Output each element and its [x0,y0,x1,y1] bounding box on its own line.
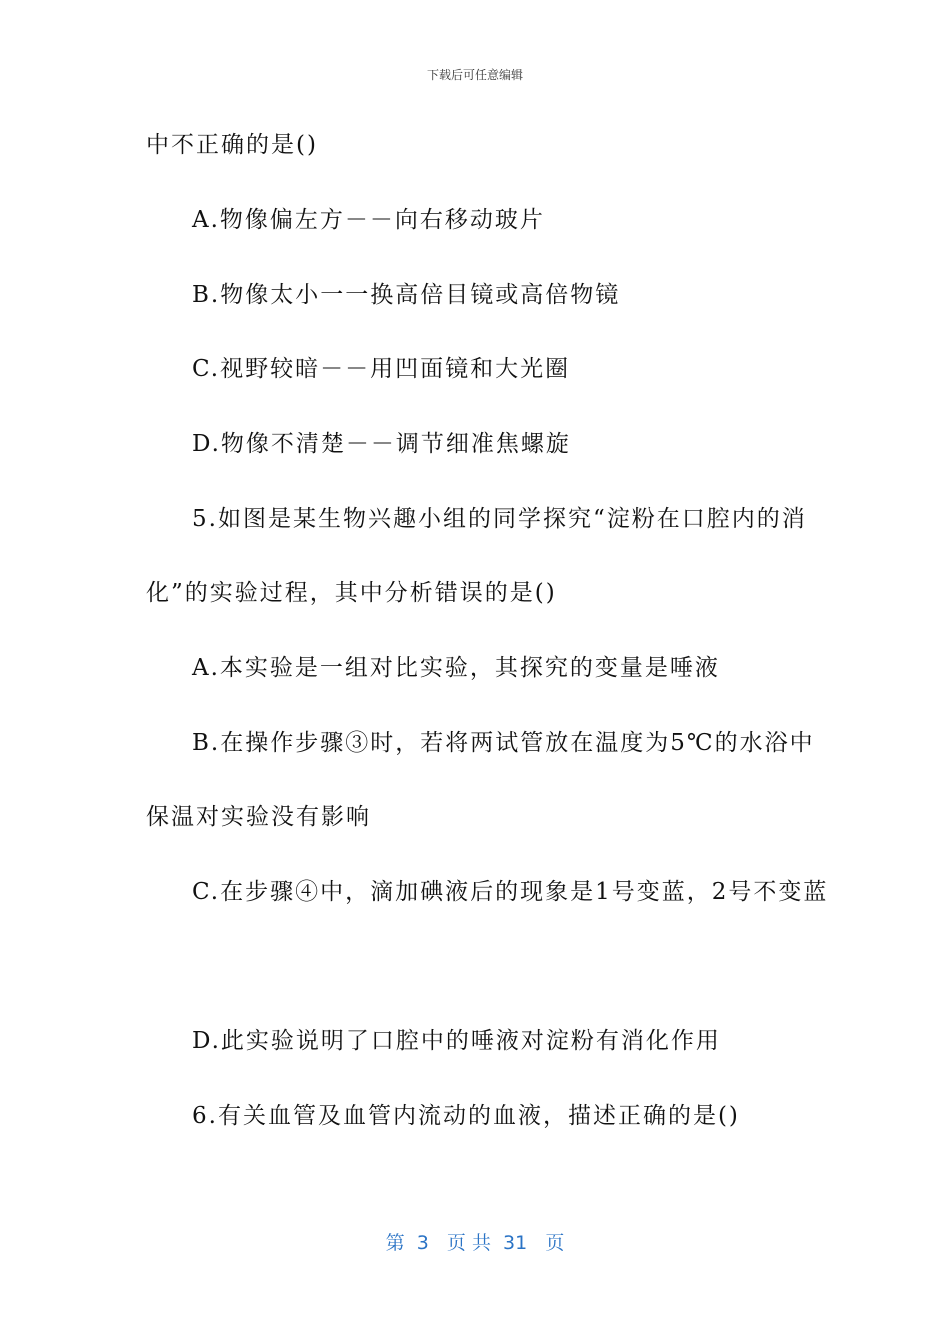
page-header: 下载后可任意编辑 [426,68,523,82]
question-5-option-d: D.此实验说明了口腔中的唾液对淀粉有消化作用 [192,1028,721,1054]
question-5-stem: 5.如图是某生物兴趣小组的同学探究“淀粉在口腔内的消 [192,506,807,532]
option-a: A.物像偏左方－－向右移动玻片 [192,207,545,233]
question-6-stem: 6.有关血管及血管内流动的血液，描述正确的是() [192,1103,740,1129]
option-c: C.视野较暗－－用凹面镜和大光圈 [192,356,571,382]
page-number-footer: 第 3 页 共 31 页 [385,1232,565,1254]
question-5-option-c: C.在步骤④中，滴加碘液后的现象是1号变蓝，2号不变蓝 [192,879,829,905]
option-d: D.物像不清楚－－调节细准焦螺旋 [192,431,571,457]
question-5-option-a: A.本实验是一组对比实验，其探究的变量是唾液 [192,655,720,681]
question-5-option-b: B.在操作步骤③时，若将两试管放在温度为5℃的水浴中 [192,730,815,756]
question-5-stem-continuation: 化”的实验过程，其中分析错误的是() [146,580,557,606]
question-stem-continuation: 中不正确的是() [146,132,318,158]
option-b: B.物像太小一一换高倍目镜或高倍物镜 [192,282,621,308]
question-5-option-b-continuation: 保温对实验没有影响 [146,804,371,830]
